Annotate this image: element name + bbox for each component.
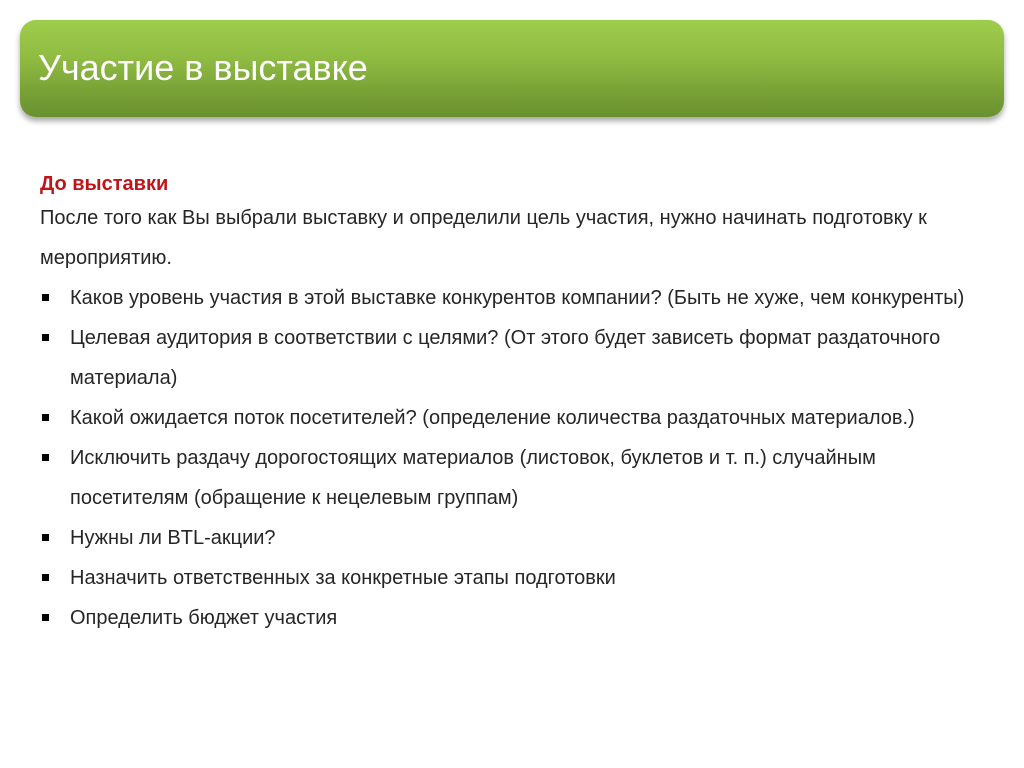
list-item: [40, 598, 990, 638]
list-item-text: Целевая аудитория в соответствии с целями? (От этого будет зависеть формат раздаточного материала): [70, 327, 941, 389]
title-bar: [20, 20, 1004, 117]
list-item-text: Какой ожидается поток посетителей? (определение количества раздаточных материалов.): [70, 407, 915, 429]
square-bullet-icon: [42, 534, 49, 541]
intro-paragraph: После того как Вы выбрали выставку и определили цель участия, нужно начинать подготовку к мероприятию.: [40, 207, 927, 269]
list-item: [40, 558, 990, 598]
list-item: [40, 518, 990, 558]
list-item-text: Назначить ответственных за конкретные этапы подготовки: [70, 567, 616, 589]
slide-content: [40, 168, 990, 638]
square-bullet-icon: [42, 414, 49, 421]
section-heading: До выставки: [40, 173, 169, 195]
list-item: [40, 438, 990, 518]
square-bullet-icon: [42, 454, 49, 461]
list-item: [40, 398, 990, 438]
list-item-text: Нужны ли BTL-акции?: [70, 527, 276, 549]
list-item-text: Определить бюджет участия: [70, 607, 338, 629]
list-item-text: Исключить раздачу дорогостоящих материалов (листовок, буклетов и т. п.) случайным посетителям (обращение к нецелевым группам): [70, 447, 876, 509]
list-item-text: Каков уровень участия в этой выставке конкурентов компании? (Быть не хуже, чем конкуренты): [70, 287, 965, 309]
bullet-list: [40, 278, 990, 638]
square-bullet-icon: [42, 614, 49, 621]
slide-title: Участие в выставке: [38, 47, 368, 88]
square-bullet-icon: [42, 574, 49, 581]
square-bullet-icon: [42, 294, 49, 301]
square-bullet-icon: [42, 334, 49, 341]
list-item: [40, 278, 990, 318]
list-item: [40, 318, 990, 398]
